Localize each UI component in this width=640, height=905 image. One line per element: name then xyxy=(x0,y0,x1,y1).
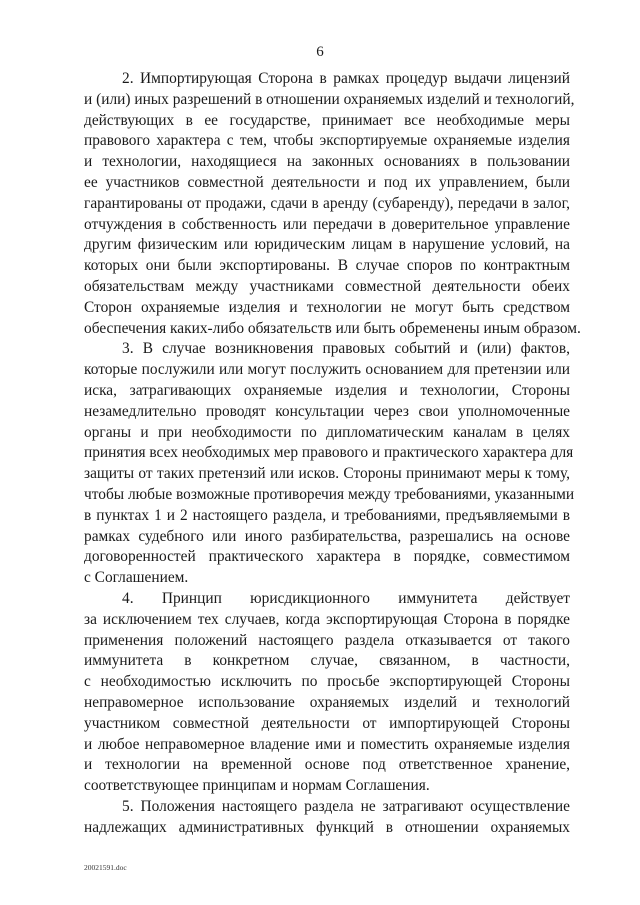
text-line: применения положений настоящего раздела отказывается от такого xyxy=(84,631,570,649)
text-line: иска, затрагивающих охраняемые изделия и технологии, Стороны xyxy=(84,381,570,399)
paragraph-1 xyxy=(84,69,581,339)
text-line: Сторон охраняемые изделия и технологии не могут быть средством xyxy=(84,298,570,316)
page-number: 6 xyxy=(316,44,324,60)
text-line: и любое неправомерное владение ими и поместить охраняемые изделия xyxy=(84,735,570,753)
paragraph-3 xyxy=(84,589,570,797)
text-line: которые послужили или могут послужить основанием для претензии или xyxy=(84,361,570,379)
text-line: отчуждения в собственность или передачи в доверительное управление xyxy=(84,215,570,233)
text-line: незамедлительно проводят консультации через свои уполномоченные xyxy=(84,402,570,420)
text-line: иммунитета в конкретном случае, связанном, в частности, xyxy=(84,652,570,670)
text-line: действующих в ее государстве, принимает все необходимые меры xyxy=(84,111,570,129)
text-line: которых они были экспортированы. В случае споров по контрактным xyxy=(84,257,570,275)
text-line: чтобы любые возможные противоречия между требованиями, указанными xyxy=(84,485,575,503)
text-line: органы и при необходимости по дипломатическим каналам в целях xyxy=(84,423,570,441)
text-line: участником совместной деятельности от импортирующей Стороны xyxy=(84,714,570,732)
text-line: надлежащих административных функций в отношении охраняемых xyxy=(84,818,570,836)
text-line: правового характера с тем, чтобы экспортируемые охраняемые изделия xyxy=(84,132,570,150)
text-line: ее участников совместной деятельности и под их управлением, были xyxy=(84,173,570,191)
text-line: неправомерное использование охраняемых изделий и технологий xyxy=(84,693,570,711)
text-line: гарантированы от продажи, сдачи в аренду (субаренду), передачи в залог, xyxy=(84,194,570,212)
text-line: обеспечения каких-либо обязательств или быть обременены иным образом. xyxy=(84,319,581,337)
paragraph-2 xyxy=(84,339,575,589)
text-line: рамках судебного или иного разбирательства, разрешались на основе xyxy=(84,527,570,545)
text-line: принятия всех необходимых мер правового и практического характера для xyxy=(84,444,574,462)
paragraph-4 xyxy=(84,797,570,839)
text-line: 3. В случае возникновения правовых событий и (или) фактов, xyxy=(122,340,570,358)
text-line: с необходимостью исключить по просьбе экспортирующей Стороны xyxy=(84,673,570,691)
text-line: обязательствам между участниками совместной деятельности обеих xyxy=(84,277,570,295)
text-line: 4. Принцип юрисдикционного иммунитета действует xyxy=(122,589,570,607)
text-line: и (или) иных разрешений в отношении охраняемых изделий и технологий, xyxy=(84,90,575,108)
text-line: соответствующее принципам и нормам Соглашения. xyxy=(84,777,430,795)
text-line: защиты от таких претензий или исков. Стороны принимают меры к тому, xyxy=(84,465,570,483)
text-line: другим физическим или юридическим лицам в нарушение условий, на xyxy=(84,236,570,254)
file-name-footer: 20021591.doc xyxy=(84,863,127,872)
document-body xyxy=(84,69,581,838)
text-line: за исключением тех случаев, когда экспортирующая Сторона в порядке xyxy=(84,610,570,628)
text-line: и технологии, находящиеся на законных основаниях в пользовании xyxy=(84,153,570,171)
text-line: 2. Импортирующая Сторона в рамках процедур выдачи лицензий xyxy=(122,70,570,87)
text-line: и технологии на временной основе под ответственное хранение, xyxy=(84,756,570,774)
text-line: с Соглашением. xyxy=(84,569,189,587)
text-line: в пунктах 1 и 2 настоящего раздела, и требованиями, предъявляемыми в xyxy=(84,506,570,524)
text-line: 5. Положения настоящего раздела не затрагивают осуществление xyxy=(122,797,570,815)
text-line: договоренностей практического характера в порядке, совместимом xyxy=(84,548,570,566)
